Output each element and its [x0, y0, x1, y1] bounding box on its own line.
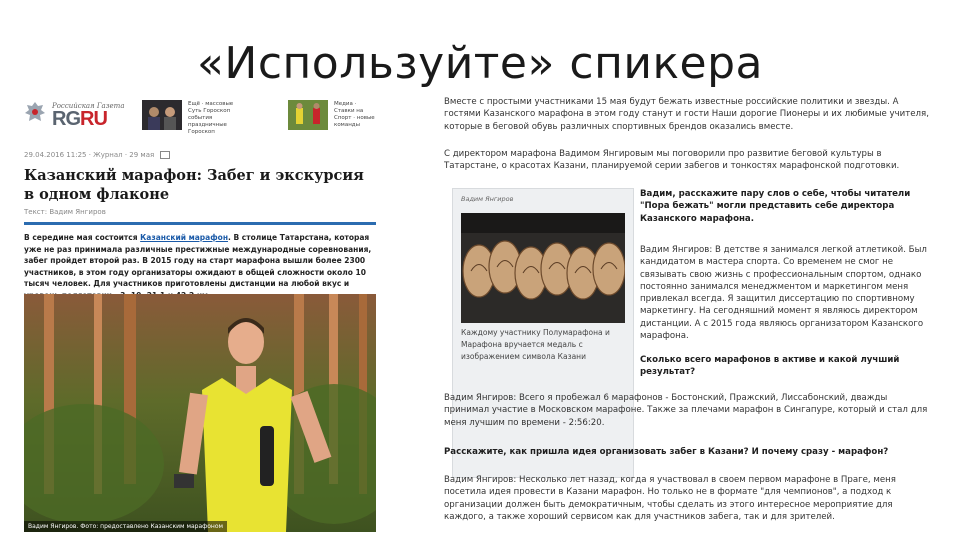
director-intro: С директором марафона Вадимом Янгировым мы поговорили про развитие беговой культуры в Татарстане, о красотах Казани, планируемой серии забегов и тонкостях марафонской подготовки.	[444, 149, 900, 172]
article-author[interactable]: Текст: Вадим Янгиров	[24, 208, 106, 216]
question-3: Расскажите, как пришла идея организовать забег в Казани? И почему сразу - марафон?	[444, 447, 889, 457]
news-thumb-1[interactable]	[142, 100, 182, 130]
lead-text-2: . В столице Татарстана, которая уже не раз принимала различные престижные международные соревнования, забег пройдет второй раз. В 2015 году на старт марафона вышли более 2300 участников, в этом году организаторы ожидают в общей сложности около 10 тысяч человек. Для участников приготовлены дистанции на любой вкус и	[24, 233, 372, 288]
article-meta	[24, 151, 170, 159]
question-1: Вадим, расскажите пару слов о себе, чтобы читатели "Пора бежать" могли представить себе директора Казанского марафона.	[640, 189, 911, 224]
logo-rg: RG	[52, 108, 80, 130]
card-caption: Каждому участнику Полумарафона и Марафона вручается медаль с изображением символа Казани	[461, 328, 610, 361]
eagle-emblem-icon	[24, 100, 46, 126]
card-label: Вадим Янгиров	[461, 195, 514, 203]
news-thumb-1-text[interactable]: Ещё · массовые Суть Гороскоп события праздничные Гороскоп	[188, 101, 234, 135]
medals-image	[461, 213, 625, 323]
question-2: Сколько всего марафонов в активе и какой лучший результат?	[640, 355, 900, 378]
photo-caption: Вадим Янгиров. Фото: предоставлено Казанским марафоном	[24, 521, 227, 532]
answer-1: Вадим Янгиров: В детстве я занимался легкой атлетикой. Был кандидатом в мастера спорта. Со временем не смог не связывать свою жизнь с профессиональным спортом, однако постоянно занимался менеджментом и маркетингом меня привлекал всегда. Я защитил диссертацию по спортивному маркетингу. На сегодняшний момент я являюсь директором дистанции. А с 2015 года являюсь организатором Казанского марафона.	[640, 245, 927, 342]
intro-paragraph: Вместе с простыми участниками 15 мая будут бежать известные российские политики и звезды. А гостями Казанского марафона в этом году станут и гости Наши дорогие Пионеры и их любимые учителя, которые в беговой обувь различных спортивных брендов оказались вместе.	[444, 97, 929, 132]
rg-article-screenshot	[24, 96, 376, 532]
print-icon[interactable]	[160, 151, 170, 159]
news-thumb-2-text[interactable]: Медиа · Ставки на Спорт · новые команды	[334, 101, 375, 128]
interview-screenshot	[444, 96, 936, 536]
article-title: Казанский марафон: Забег и экскурсия в одном флаконе	[24, 167, 364, 203]
news-thumb-2[interactable]	[288, 100, 328, 130]
logo-ru: RU	[80, 108, 107, 130]
divider	[24, 222, 376, 225]
article-lead	[24, 232, 376, 301]
answer-3: Вадим Янгиров: Несколько лет назад, когда я участвовал в своем первом марафоне в Праге, меня посетила идея провести в Казани марафон. Но только не в формате "для чемпионов", а подход к организации должен быть демократичным, чтобы сделать из этого интересное мероприятие для каждого, а также хороший сервисом как для участников забега, так и для зрителей.	[444, 475, 896, 522]
article-date: 29.04.2016 11:25 · Журнал · 29 мая	[24, 151, 155, 159]
runner-photo	[24, 294, 376, 532]
marathon-link[interactable]: Казанский марафон	[140, 233, 229, 242]
site-logo[interactable]	[52, 108, 107, 131]
runner-photo-image	[24, 294, 376, 532]
logo-subtitle: Российская Газета	[52, 102, 125, 110]
site-header	[24, 96, 376, 144]
answer-2: Вадим Янгиров: Всего я пробежал 6 марафонов - Бостонский, Пражский, Лиссабонский, дважды принимал участие в Московском марафоне. Также за плечами марафон в Сингапуре, который и стал для меня лучшим по времени - 2:56:20.	[444, 393, 928, 428]
lead-text-1: В середине мая состоится	[24, 233, 141, 242]
medals-photo	[461, 213, 625, 323]
medal-card	[452, 188, 634, 478]
slide-title: «Используйте» спикера	[197, 38, 763, 89]
